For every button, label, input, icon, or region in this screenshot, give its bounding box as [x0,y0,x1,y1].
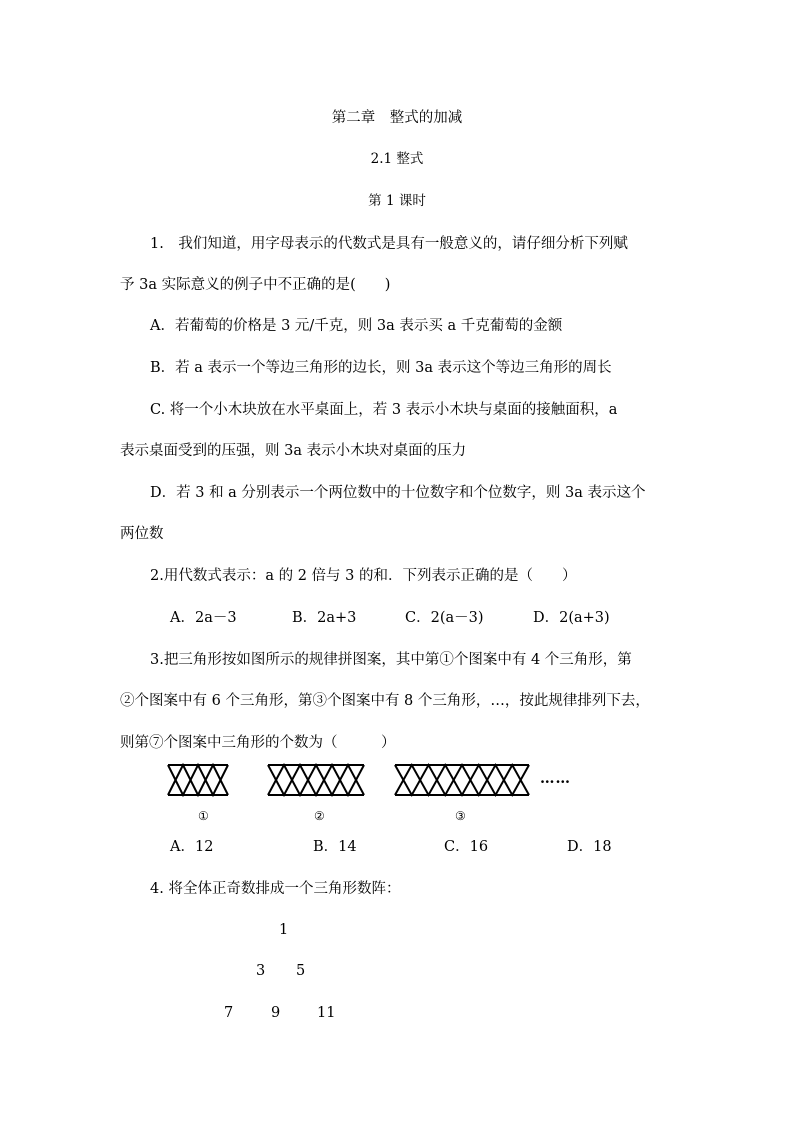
pattern-label-1: ① [198,809,209,823]
q1-option-c-line2: 表示桌面受到的压强，则 3a 表示小木块对桌面的压力 [120,443,467,459]
q3-option-b: B．14 [313,839,357,855]
number-triangle-cell: 11 [317,1005,336,1021]
q2-stem: 2.用代数式表示：a 的 2 倍与 3 的和．下列表示正确的是（ ） [150,568,577,584]
q1-option-d-line1: D．若 3 和 a 分别表示一个两位数中的十位数字和个位数字，则 3a 表示这个 [150,485,646,501]
q1-option-c-line1: C. 将一个小木块放在水平桌面上，若 3 表示小木块与桌面的接触面积，a [150,402,618,418]
chapter-title: 第二章 整式的加减 [331,110,463,126]
lesson-title: 第 1 课时 [368,193,426,209]
pattern-label-2: ② [314,809,325,823]
number-triangle-cell: 7 [224,1005,234,1021]
pattern-ellipsis: …… [540,770,571,787]
pattern-2 [268,765,364,795]
q1-option-b: B．若 a 表示一个等边三角形的边长，则 3a 表示这个等边三角形的周长 [150,360,612,376]
section-title: 2.1 整式 [370,151,424,167]
number-triangle-cell: 1 [279,922,289,938]
number-triangle-cell: 3 [256,963,266,979]
number-triangle-cell: 9 [271,1005,281,1021]
q1-option-a: A．若葡萄的价格是 3 元/千克，则 3a 表示买 a 千克葡萄的金额 [150,318,563,334]
q3-stem-line3: 则第⑦个图案中三角形的个数为（ ） [120,735,396,751]
q2-option-b: B．2a+3 [292,610,357,626]
q1-stem-line2: 予 3a 实际意义的例子中不正确的是( ) [120,277,391,293]
q2-option-d: D．2(a+3) [533,610,610,626]
q1-option-d-line2: 两位数 [120,526,164,542]
number-triangle-cell: 5 [296,963,306,979]
pattern-3 [395,765,529,795]
q2-option-a: A．2a－3 [170,610,237,626]
q4-stem: 4. 将全体正奇数排成一个三角形数阵： [150,881,401,897]
q3-stem-line2: ②个图案中有 6 个三角形，第③个图案中有 8 个三角形，…，按此规律排列下去， [120,693,650,709]
pattern-label-3: ③ [455,809,466,823]
q3-option-c: C．16 [444,839,489,855]
q1-stem-line1: 1. 我们知道，用字母表示的代数式是具有一般意义的，请仔细分析下列赋 [150,236,628,252]
pattern-1 [168,765,228,795]
q3-option-d: D．18 [567,839,612,855]
q3-stem-line1: 3.把三角形按如图所示的规律拼图案，其中第①个图案中有 4 个三角形，第 [150,652,632,668]
q3-option-a: A．12 [170,839,214,855]
q2-option-c: C．2(a－3) [405,610,484,626]
